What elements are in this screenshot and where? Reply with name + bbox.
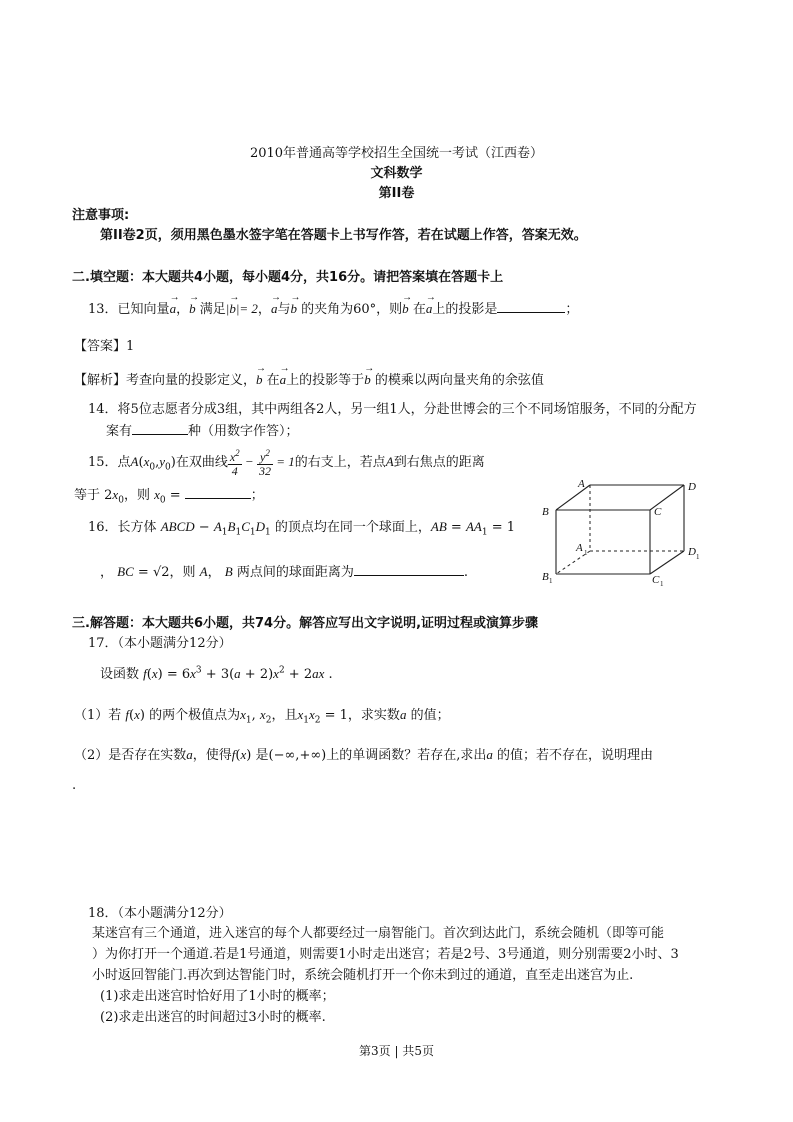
question-15-line2: 等于 $2x_0$，则 $x_0$ = ；: [74, 487, 264, 506]
question-18-line2: ）为你打开一个通道.若是1号通道，则需要1小时走出迷宫；若是2号、3号通道，则分别需要2小时、3: [92, 947, 679, 962]
question-14-line1: 14．将5位志愿者分成3组，其中两组各2人，另一组1人，分赴世博会的三个不同场馆服务，不同的分配方: [88, 402, 697, 417]
question-18-line1: 某迷宫有三个通道，进入迷宫的每个人都要经过一扇智能门。首次到达此门，系统会随机（即等可能: [92, 926, 665, 941]
label-C1-sub: 1: [660, 580, 664, 588]
question-15-line1: 15．点$A(x_0,y_0)$在双曲线 $\frac{x^2}{4}$ − $\frac{y^2}{32}$ = 1的右支上，若点A到右焦点的距离: [88, 448, 485, 478]
answer-blank-13: [497, 300, 565, 313]
question-16-line1: 16．长方体 ABCD − $A_1B_1C_1D_1$ 的顶点均在同一个球面上，AB = $AA_1 = 1$: [88, 519, 515, 538]
question-18-part1: (1)求走出迷宫时恰好用了1小时的概率；: [100, 989, 335, 1004]
answer-blank-16: [354, 563, 464, 576]
analysis-13: 【解析】考查向量的投影定义，→ b 在→ a上的投影等于→ b 的模乘以两向量夹角的余弦值: [74, 369, 544, 388]
exam-subtitle: 文科数学: [370, 166, 423, 181]
label-A: A: [578, 478, 585, 490]
question-13: 13．已知向量→ a，→ b 满足|→ b|= 2，→ a与→ b 的夹角为60°，则→ b 在→ a上的投影是 ；: [88, 298, 578, 317]
cuboid-figure: [536, 476, 716, 588]
question-18-line3: 小时返回智能门.再次到达智能门时，系统会随机打开一个你未到过的通道，直至走出迷宫为止.: [92, 968, 634, 983]
label-C1: C: [652, 574, 660, 586]
label-B1-sub: 1: [549, 577, 553, 585]
notice-text: 第II卷2页，须用黑色墨水签字笔在答题卡上书写作答，若在试题上作答，答案无效。: [100, 228, 587, 243]
label-A1: A: [576, 542, 583, 554]
notice-heading: 注意事项:: [72, 208, 130, 223]
question-17-function: 设函数 $f(x) = 6x^3 + 3(a + 2)x^2 + 2ax$ .: [100, 665, 333, 682]
question-17-head: 17．（本小题满分12分）: [88, 636, 232, 651]
question-17-part1: （1）若 f(x) 的两个极值点为$x_1$, $x_2$，且$x_1x_2 = 1$，求实数a 的值；: [74, 707, 450, 726]
label-B: B: [542, 506, 549, 518]
label-D1-sub: 1: [696, 553, 700, 561]
stray-dot: .: [72, 778, 77, 793]
exam-title: 2010年普通高等学校招生全国统一考试（江西卷）: [249, 146, 544, 161]
label-C: C: [654, 506, 662, 518]
question-17-part2: （2）是否存在实数a，使得f(x) 是(−∞,+∞)上的单调函数？若存在,求出a 的值；若不存在，说明理由: [74, 747, 654, 763]
question-18-head: 18．（本小题满分12分）: [88, 906, 232, 921]
label-D: D: [688, 481, 696, 493]
answer-blank-15: [185, 486, 251, 499]
volume-label: 第II卷: [378, 186, 415, 201]
section2-heading: 二.填空题：本大题共4小题，每小题4分，共16分。请把答案填在答题卡上: [72, 270, 504, 285]
label-B1: B: [542, 571, 549, 583]
question-16-line2: ， BC = √2，则 A， B 两点间的球面距离为 .: [100, 564, 469, 580]
question-14-line2: 案有 种（用数字作答）；: [106, 424, 299, 439]
section3-heading: 三.解答题：本大题共6小题，共74分。解答应写出文字说明,证明过程或演算步骤: [72, 616, 539, 631]
answer-13: 【答案】1: [74, 339, 135, 354]
answer-blank-14: [132, 422, 188, 435]
label-D1: D: [688, 546, 696, 558]
page-footer: 第3页 | 共5页: [359, 1044, 434, 1058]
label-A1-sub: 1: [584, 549, 588, 557]
question-18-part2: (2)求走出迷宫的时间超过3小时的概率.: [100, 1010, 326, 1025]
